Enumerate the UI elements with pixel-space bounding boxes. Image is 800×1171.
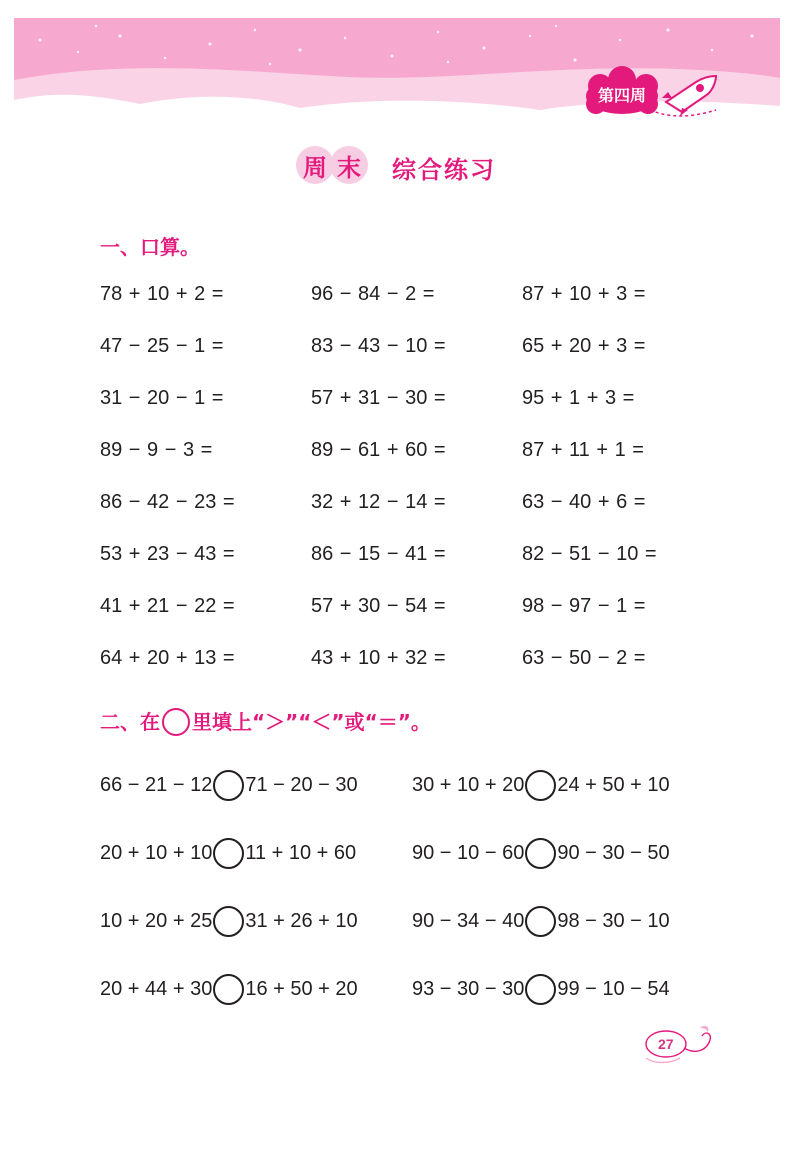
oral-problem: 89 − 9 − 3 = [100,439,213,461]
oral-problem: 96 − 84 − 2 = [311,283,435,305]
comparison-right: 98 − 30 − 10 [557,909,670,932]
oral-problem: 95 + 1 + 3 = [522,387,635,409]
oral-problem: 41 + 21 − 22 = [100,595,235,617]
comparison-right: 31 + 26 + 10 [245,909,358,932]
answer-circle[interactable] [525,906,556,937]
oral-problem: 78 + 10 + 2 = [100,283,224,305]
oral-problem: 31 − 20 − 1 = [100,387,224,409]
oral-problem: 98 − 97 − 1 = [522,595,646,617]
section1-heading: 一、口算。 [100,235,200,259]
comparison-item [100,768,358,802]
section2-heading [100,706,431,738]
oral-problem: 83 − 43 − 10 = [311,335,446,357]
comparison-right: 71 − 20 − 30 [245,773,358,796]
comparison-left: 90 − 34 − 40 [412,909,525,932]
oral-problem: 65 + 20 + 3 = [522,335,646,357]
answer-circle[interactable] [525,770,556,801]
oral-problem: 87 + 11 + 1 = [522,439,644,461]
title-char-mo: 末 [330,146,368,184]
answer-circle[interactable] [213,974,244,1005]
oral-problem: 57 + 31 − 30 = [311,387,446,409]
section2-heading-prefix: 二、在 [100,710,160,734]
oral-problem: 63 − 40 + 6 = [522,491,646,513]
comparison-right: 24 + 50 + 10 [557,773,670,796]
answer-circle[interactable] [525,838,556,869]
comparison-left: 93 − 30 − 30 [412,977,525,1000]
comparison-right: 99 − 10 − 54 [557,977,670,1000]
oral-problem: 43 + 10 + 32 = [311,647,446,669]
comparison-right: 16 + 50 + 20 [245,977,358,1000]
comparison-right: 11 + 10 + 60 [245,841,357,864]
comparison-item [412,836,670,870]
oral-problem: 82 − 51 − 10 = [522,543,657,565]
comparison-item [412,904,670,938]
comparison-item [412,972,670,1006]
comparison-left: 66 − 21 − 12 [100,773,213,796]
comparison-item [100,836,356,870]
comparison-left: 30 + 10 + 20 [412,773,525,796]
oral-problem: 86 − 15 − 41 = [311,543,446,565]
rocket-icon [652,68,722,116]
week-badge: 第四周 [597,85,646,105]
answer-circle[interactable] [213,770,244,801]
oral-problem: 86 − 42 − 23 = [100,491,235,513]
comparison-left: 20 + 10 + 10 [100,841,213,864]
section2-heading-suffix: 里填上“＞”“＜”或“＝”。 [192,710,431,734]
oral-problem: 32 + 12 − 14 = [311,491,446,513]
oral-problem: 89 − 61 + 60 = [311,439,446,461]
comparison-left: 10 + 20 + 25 [100,909,213,932]
comparison-item [412,768,670,802]
oral-problem: 47 − 25 − 1 = [100,335,224,357]
comparison-item [100,904,358,938]
page-number [640,1024,720,1064]
page-number-swirl-icon [640,1024,720,1064]
comparison-item [100,972,358,1006]
title-subtitle: 综合练习 [392,156,496,184]
title-char-zhou: 周 [296,146,334,184]
page-number-text: 27 [658,1036,674,1052]
page-title [0,146,800,186]
comparison-left: 90 − 10 − 60 [412,841,525,864]
comparison-right: 90 − 30 − 50 [557,841,670,864]
answer-circle[interactable] [213,906,244,937]
oral-problem: 57 + 30 − 54 = [311,595,446,617]
circle-symbol-icon [162,708,190,736]
oral-problem: 53 + 23 − 43 = [100,543,235,565]
oral-problem: 64 + 20 + 13 = [100,647,235,669]
oral-problem: 63 − 50 − 2 = [522,647,646,669]
answer-circle[interactable] [213,838,244,869]
oral-problem: 87 + 10 + 3 = [522,283,646,305]
comparison-left: 20 + 44 + 30 [100,977,213,1000]
answer-circle[interactable] [525,974,556,1005]
